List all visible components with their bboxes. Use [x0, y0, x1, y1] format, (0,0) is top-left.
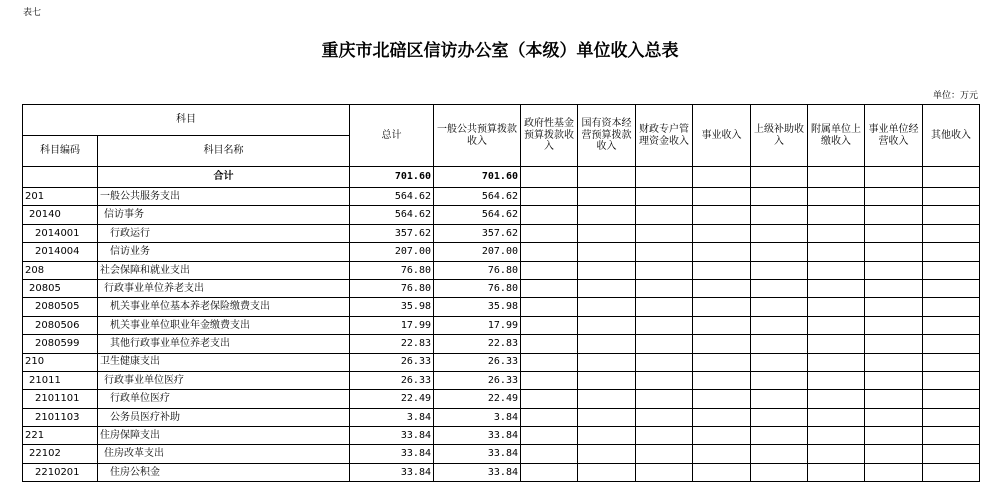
subject-name-cell: 行政单位医疗	[98, 390, 350, 408]
table-row	[23, 188, 980, 206]
empty-cell	[636, 224, 693, 242]
affiliated-income-header: 附属单位上缴收入	[808, 105, 865, 167]
total-amount-cell: 564.62	[350, 206, 434, 224]
empty-cell	[521, 463, 578, 481]
table-row	[23, 298, 980, 316]
general-budget-cell: 33.84	[434, 427, 521, 445]
empty-cell	[636, 243, 693, 261]
empty-cell	[808, 188, 865, 206]
empty-cell	[865, 445, 923, 463]
general-budget-cell: 26.33	[434, 371, 521, 389]
empty-cell	[636, 427, 693, 445]
empty-cell	[751, 408, 808, 426]
empty-cell	[521, 316, 578, 334]
subject-code-cell: 2080505	[23, 298, 98, 316]
empty-cell	[693, 371, 751, 389]
table-row	[23, 316, 980, 334]
empty-cell	[865, 353, 923, 371]
total-amount-cell: 33.84	[350, 427, 434, 445]
empty-cell	[693, 243, 751, 261]
total-amount-cell: 33.84	[350, 445, 434, 463]
empty-cell	[693, 224, 751, 242]
table-row	[23, 427, 980, 445]
total-code-cell	[23, 167, 98, 188]
total-row	[23, 167, 980, 188]
subject-code-cell: 2080506	[23, 316, 98, 334]
general-budget-cell: 76.80	[434, 279, 521, 297]
empty-cell	[521, 445, 578, 463]
empty-cell	[923, 206, 980, 224]
empty-cell	[521, 279, 578, 297]
subject-name-cell: 住房公积金	[98, 463, 350, 481]
subject-code-cell: 2101103	[23, 408, 98, 426]
empty-cell	[751, 353, 808, 371]
empty-cell	[751, 390, 808, 408]
state-capital-header: 国有资本经营预算拨款收入	[578, 105, 636, 167]
empty-cell	[693, 427, 751, 445]
empty-cell	[865, 390, 923, 408]
empty-cell	[923, 188, 980, 206]
subject-code-cell: 2080599	[23, 335, 98, 353]
empty-cell	[808, 243, 865, 261]
empty-cell	[865, 371, 923, 389]
total-amount-cell: 22.83	[350, 335, 434, 353]
total-amount-cell: 76.80	[350, 279, 434, 297]
empty-cell	[923, 261, 980, 279]
empty-cell	[521, 188, 578, 206]
empty-cell	[808, 371, 865, 389]
table-row	[23, 445, 980, 463]
subject-name-cell: 行政事业单位医疗	[98, 371, 350, 389]
empty-cell	[693, 316, 751, 334]
general-budget-cell: 33.84	[434, 463, 521, 481]
empty-cell	[751, 427, 808, 445]
subject-code-cell: 20805	[23, 279, 98, 297]
empty-cell	[808, 390, 865, 408]
empty-cell	[578, 335, 636, 353]
empty-cell	[578, 408, 636, 426]
empty-cell	[636, 390, 693, 408]
subject-name-cell: 机关事业单位职业年金缴费支出	[98, 316, 350, 334]
subject-name-cell: 行政运行	[98, 224, 350, 242]
table-row	[23, 261, 980, 279]
empty-cell	[923, 427, 980, 445]
empty-cell	[751, 206, 808, 224]
empty-cell	[865, 206, 923, 224]
empty-cell	[751, 188, 808, 206]
empty-cell	[636, 261, 693, 279]
empty-cell	[636, 353, 693, 371]
empty-cell	[751, 298, 808, 316]
empty-cell	[693, 390, 751, 408]
empty-cell	[865, 188, 923, 206]
total-amount-cell: 357.62	[350, 224, 434, 242]
empty-cell	[751, 261, 808, 279]
empty-cell	[693, 188, 751, 206]
table-row	[23, 224, 980, 242]
empty-cell	[578, 371, 636, 389]
general-budget-cell: 3.84	[434, 408, 521, 426]
empty-cell	[808, 463, 865, 481]
total-amount-cell: 26.33	[350, 371, 434, 389]
empty-cell	[578, 427, 636, 445]
special-fund-header: 财政专户管理资金收入	[636, 105, 693, 167]
empty-cell	[751, 316, 808, 334]
unit-label: 单位：万元	[932, 91, 978, 101]
empty-cell	[865, 316, 923, 334]
empty-cell	[808, 316, 865, 334]
empty-cell	[636, 463, 693, 481]
subject-code-cell: 201	[23, 188, 98, 206]
empty-cell	[636, 206, 693, 224]
general-budget-cell: 564.62	[434, 188, 521, 206]
empty-cell	[578, 188, 636, 206]
empty-cell	[751, 224, 808, 242]
table-row	[23, 390, 980, 408]
subject-code-cell: 2101101	[23, 390, 98, 408]
empty-cell	[521, 206, 578, 224]
general-budget-cell: 26.33	[434, 353, 521, 371]
total-amount-cell: 22.49	[350, 390, 434, 408]
table-row	[23, 335, 980, 353]
table-row	[23, 206, 980, 224]
total-amount-cell: 35.98	[350, 298, 434, 316]
empty-cell	[865, 298, 923, 316]
empty-cell	[808, 445, 865, 463]
subject-name-cell: 信访事务	[98, 206, 350, 224]
empty-cell	[578, 243, 636, 261]
empty-cell	[636, 188, 693, 206]
empty-cell	[578, 463, 636, 481]
subject-code-cell: 20140	[23, 206, 98, 224]
subject-name-cell: 信访业务	[98, 243, 350, 261]
empty-cell	[693, 206, 751, 224]
general-budget-cell: 17.99	[434, 316, 521, 334]
empty-cell	[808, 279, 865, 297]
empty-cell	[636, 408, 693, 426]
empty-cell	[865, 261, 923, 279]
empty-cell	[693, 463, 751, 481]
empty-cell	[693, 261, 751, 279]
subject-name-cell: 其他行政事业单位养老支出	[98, 335, 350, 353]
general-budget-header: 一般公共预算拨款收入	[434, 105, 521, 167]
empty-cell	[865, 224, 923, 242]
empty-cell	[808, 261, 865, 279]
empty-cell	[923, 390, 980, 408]
subject-name-cell: 卫生健康支出	[98, 353, 350, 371]
table-row	[23, 463, 980, 481]
total-general-amount: 701.60	[434, 167, 521, 188]
empty-cell	[693, 335, 751, 353]
general-budget-cell: 76.80	[434, 261, 521, 279]
empty-cell	[808, 206, 865, 224]
income-summary-table	[22, 104, 980, 482]
empty-cell	[521, 371, 578, 389]
empty-cell	[751, 463, 808, 481]
empty-cell	[578, 298, 636, 316]
empty-cell	[521, 298, 578, 316]
subject-name-cell: 行政事业单位养老支出	[98, 279, 350, 297]
empty-cell	[865, 463, 923, 481]
empty-cell	[865, 243, 923, 261]
empty-cell	[521, 427, 578, 445]
total-label: 合计	[98, 167, 350, 188]
subject-name-cell: 一般公共服务支出	[98, 188, 350, 206]
empty-cell	[923, 243, 980, 261]
total-amount: 701.60	[350, 167, 434, 188]
general-budget-cell: 33.84	[434, 445, 521, 463]
total-amount-cell: 33.84	[350, 463, 434, 481]
empty-cell	[751, 335, 808, 353]
empty-cell	[578, 224, 636, 242]
subject-name-cell: 住房改革支出	[98, 445, 350, 463]
subject-name-header: 科目名称	[98, 136, 350, 167]
subject-code-cell: 22102	[23, 445, 98, 463]
total-amount-cell: 76.80	[350, 261, 434, 279]
total-amount-cell: 207.00	[350, 243, 434, 261]
subject-code-cell: 221	[23, 427, 98, 445]
empty-cell	[521, 353, 578, 371]
empty-cell	[578, 261, 636, 279]
total-amount-cell: 17.99	[350, 316, 434, 334]
empty-cell	[521, 243, 578, 261]
subject-code-cell: 2014001	[23, 224, 98, 242]
empty-cell	[923, 408, 980, 426]
subject-code-cell: 208	[23, 261, 98, 279]
empty-cell	[751, 445, 808, 463]
total-header: 总计	[350, 105, 434, 167]
empty-cell	[808, 335, 865, 353]
empty-cell	[923, 463, 980, 481]
table-row	[23, 279, 980, 297]
empty-cell	[578, 390, 636, 408]
total-amount-cell: 26.33	[350, 353, 434, 371]
total-amount-cell: 564.62	[350, 188, 434, 206]
empty-cell	[923, 279, 980, 297]
empty-cell	[636, 279, 693, 297]
general-budget-cell: 22.49	[434, 390, 521, 408]
subject-name-cell: 公务员医疗补助	[98, 408, 350, 426]
page-title: 重庆市北碚区信访办公室（本级）单位收入总表	[321, 41, 679, 61]
empty-cell	[521, 390, 578, 408]
empty-cell	[636, 298, 693, 316]
empty-cell	[808, 427, 865, 445]
general-budget-cell: 22.83	[434, 335, 521, 353]
empty-cell	[865, 408, 923, 426]
empty-cell	[808, 353, 865, 371]
empty-cell	[865, 427, 923, 445]
empty-cell	[751, 279, 808, 297]
general-budget-cell: 35.98	[434, 298, 521, 316]
other-income-header: 其他收入	[923, 105, 980, 167]
empty-cell	[636, 371, 693, 389]
empty-cell	[923, 298, 980, 316]
empty-cell	[636, 445, 693, 463]
empty-cell	[693, 445, 751, 463]
subject-code-cell: 21011	[23, 371, 98, 389]
gov-fund-header: 政府性基金预算拨款收入	[521, 105, 578, 167]
subject-name-cell: 社会保障和就业支出	[98, 261, 350, 279]
empty-cell	[521, 261, 578, 279]
empty-cell	[923, 335, 980, 353]
table-row	[23, 408, 980, 426]
empty-cell	[808, 224, 865, 242]
empty-cell	[865, 279, 923, 297]
general-budget-cell: 207.00	[434, 243, 521, 261]
empty-cell	[521, 408, 578, 426]
empty-cell	[751, 371, 808, 389]
empty-cell	[693, 353, 751, 371]
total-amount-cell: 3.84	[350, 408, 434, 426]
subject-name-cell: 机关事业单位基本养老保险缴费支出	[98, 298, 350, 316]
empty-cell	[636, 316, 693, 334]
general-budget-cell: 357.62	[434, 224, 521, 242]
empty-cell	[808, 408, 865, 426]
empty-cell	[578, 279, 636, 297]
superior-subsidy-header: 上级补助收入	[751, 105, 808, 167]
table-row	[23, 371, 980, 389]
subject-code-header: 科目编码	[23, 136, 98, 167]
subject-code-cell: 2210201	[23, 463, 98, 481]
empty-cell	[578, 206, 636, 224]
general-budget-cell: 564.62	[434, 206, 521, 224]
empty-cell	[923, 353, 980, 371]
empty-cell	[521, 224, 578, 242]
empty-cell	[636, 335, 693, 353]
empty-cell	[693, 279, 751, 297]
table-number-label: 表七	[23, 8, 42, 18]
empty-cell	[578, 353, 636, 371]
empty-cell	[751, 243, 808, 261]
empty-cell	[808, 298, 865, 316]
table-row	[23, 243, 980, 261]
empty-cell	[578, 316, 636, 334]
empty-cell	[578, 445, 636, 463]
empty-cell	[693, 408, 751, 426]
empty-cell	[923, 445, 980, 463]
empty-cell	[923, 371, 980, 389]
table-row	[23, 353, 980, 371]
operation-income-header: 事业单位经营收入	[865, 105, 923, 167]
empty-cell	[923, 224, 980, 242]
empty-cell	[923, 316, 980, 334]
empty-cell	[865, 335, 923, 353]
subject-header: 科目	[23, 105, 350, 136]
business-income-header: 事业收入	[693, 105, 751, 167]
empty-cell	[693, 298, 751, 316]
empty-cell	[521, 335, 578, 353]
subject-code-cell: 2014004	[23, 243, 98, 261]
subject-code-cell: 210	[23, 353, 98, 371]
subject-name-cell: 住房保障支出	[98, 427, 350, 445]
